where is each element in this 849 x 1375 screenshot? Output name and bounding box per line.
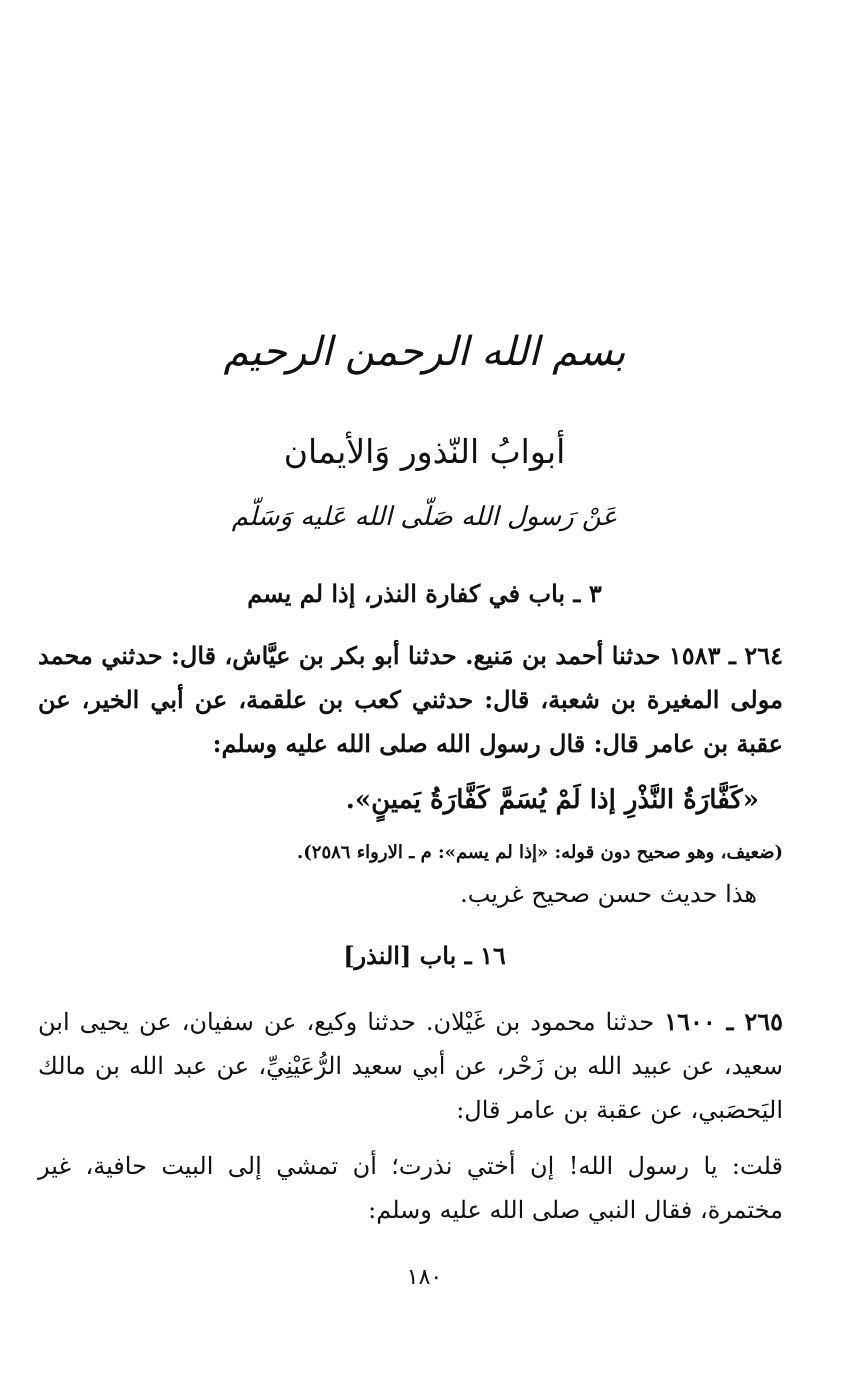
hadith-264-matn: «كَفَّارَةُ النَّذْرِ إذا لَمْ يُسَمَّ كَفَّارَةُ يَمينٍ».	[345, 785, 759, 815]
hadith-isnad: حدثنا أحمد بن مَنيع. حدثنا أبو بكر بن عيَّاش، قال: حدثني محمد مولى المغيرة بن شعبة، قال: حدثني كعب بن علقمة، عن أبي الخير، عن عقبة بن عامر قال: قال رسول الله صلى الله عليه وسلم:	[38, 641, 783, 758]
hadith-text: قلت: يا رسول الله! إن أختي نذرت؛ أن تمشي إلى البيت حافية، غير مختمرة، فقال النبي صلى الله عليه وسلم:	[38, 1152, 783, 1224]
hadith-number: ٢٦٤ ـ ١٥٨٣	[668, 641, 784, 670]
book-subtitle: عَنْ رَسول الله صَلّى الله عَليه وَسَلّم	[231, 502, 618, 532]
hadith-264	[38, 634, 783, 766]
hadith-264-grading: (ضعيف، وهو صحيح دون قوله: «إذا لم يسم»: م ـ الارواء ٢٥٨٦).	[296, 842, 783, 863]
page-number: ١٨٠	[406, 1265, 443, 1290]
hadith-264-verdict: هذا حديث حسن صحيح غريب.	[460, 880, 757, 908]
hadith-number: ٢٦٥ ـ ١٦٠٠	[664, 1007, 783, 1036]
chapter-heading-kaffarat-al-nadhr: ٣ ـ باب في كفارة النذر، إذا لم يسم	[247, 579, 602, 608]
hadith-isnad: حدثنا محمود بن غَيْلان. حدثنا وكيع، عن سفيان، عن يحيى ابن سعيد، عن عبيد الله بن زَحْر، عن أبي سعيد الرُّعَيْنِيِّ، عن عبد الله بن مالك اليَحصَبي، عن عقبة بن عامر قال:	[38, 1008, 783, 1124]
hadith-265-continuation	[38, 1144, 783, 1232]
hadith-265	[38, 1000, 783, 1132]
chapter-heading-al-nadhr: ١٦ ـ باب [النذر]	[343, 941, 506, 970]
book-title: أبوابُ النّذور وَالأيمان	[283, 432, 566, 471]
basmala-heading: بسم الله الرحمن الرحيم	[223, 329, 626, 375]
